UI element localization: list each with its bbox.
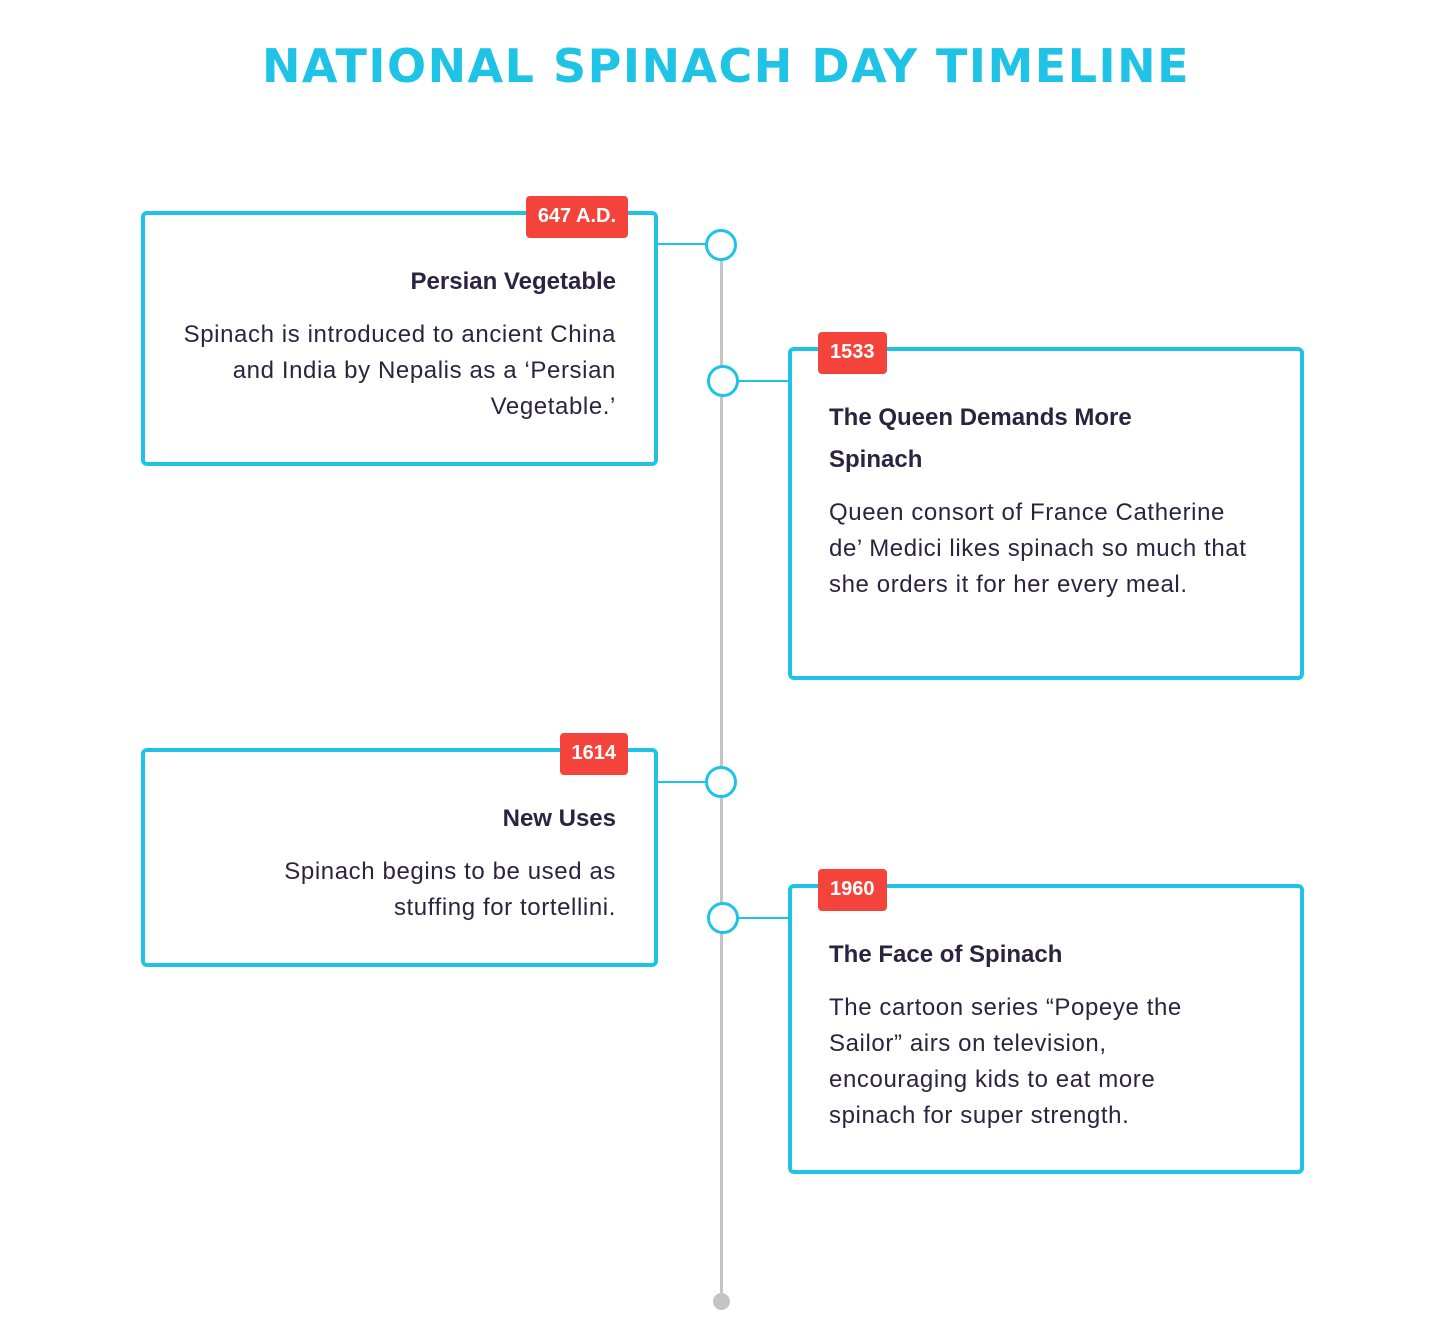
event-card-1 xyxy=(141,205,658,466)
year-badge: 1614 xyxy=(560,733,629,775)
event-title: Persian Vegetable xyxy=(410,268,616,295)
timeline-node-2 xyxy=(707,365,739,397)
year-badge: 647 A.D. xyxy=(526,196,628,238)
event-card-3 xyxy=(141,742,658,967)
event-card-4 xyxy=(788,878,1304,1174)
timeline-node-3 xyxy=(705,766,737,798)
event-card-2 xyxy=(788,341,1304,680)
event-title: The Queen Demands More Spinach xyxy=(829,404,1132,473)
year-badge: 1533 xyxy=(818,332,887,374)
event-description: Spinach begins to be used as stuffing for tortellini. xyxy=(284,858,616,921)
event-description: The cartoon series “Popeye the Sailor” airs on television, encouraging kids to eat more spinach for super strength. xyxy=(829,994,1182,1129)
connector-4 xyxy=(738,917,790,919)
event-title: New Uses xyxy=(502,805,616,832)
timeline-node-1 xyxy=(705,229,737,261)
connector-2 xyxy=(738,380,790,382)
page-title: NATIONAL SPINACH DAY TIMELINE xyxy=(261,39,1191,93)
connector-1 xyxy=(655,243,707,245)
timeline-node-4 xyxy=(707,902,739,934)
connector-3 xyxy=(655,781,707,783)
event-description: Queen consort of France Catherine de’ Medici likes spinach so much that she orders it for her every meal. xyxy=(829,499,1247,598)
event-title: The Face of Spinach xyxy=(829,941,1063,968)
year-badge: 1960 xyxy=(818,869,887,911)
timeline-axis-end-dot xyxy=(713,1293,730,1310)
event-description: Spinach is introduced to ancient China and India by Nepalis as a ‘Persian Vegetable.’ xyxy=(183,321,616,420)
